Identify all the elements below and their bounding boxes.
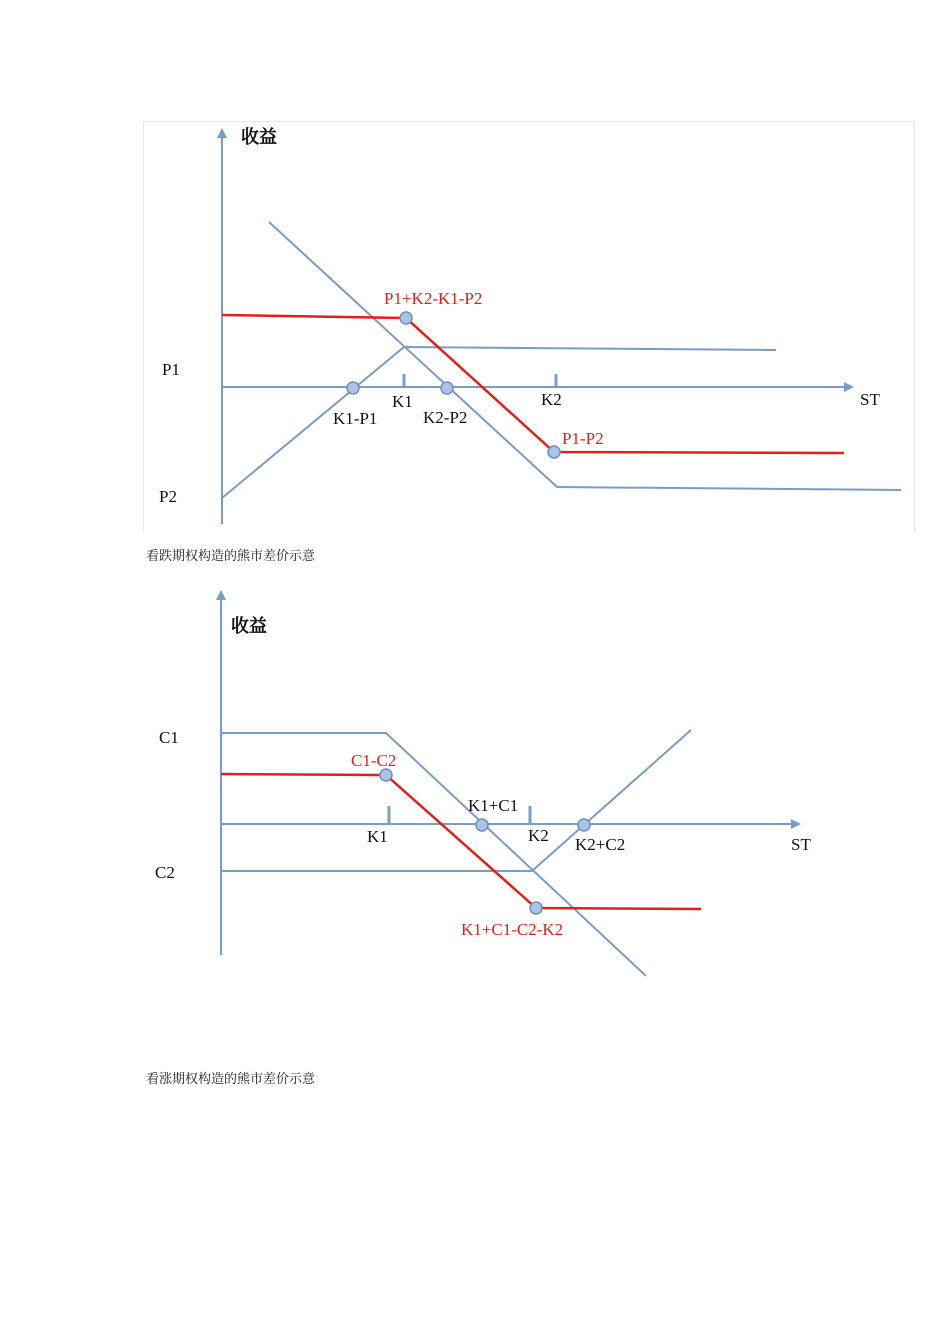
point-k2-minus-p2: [441, 382, 453, 394]
tick-label-k2: K2: [541, 390, 562, 409]
left-label-c1: C1: [159, 728, 179, 747]
left-label-c2: C2: [155, 863, 175, 882]
label-red-bottom: K1+C1-C2-K2: [461, 920, 564, 939]
tick-label-k1: K1: [392, 392, 413, 411]
y-axis-label: 收益: [231, 616, 267, 637]
bear-spread-payoff-line: [222, 315, 844, 453]
point-k2-plus-c2: [578, 819, 590, 831]
label-k2-plus-c2: K2+C2: [575, 835, 626, 854]
call-bear-spread-diagram: [143, 588, 913, 988]
label-red-bottom: P1-P2: [562, 429, 604, 448]
label-red-top: P1+K2-K1-P2: [384, 289, 483, 308]
x-axis-label: ST: [860, 390, 880, 409]
label-k1-minus-p1: K1-P1: [333, 409, 378, 428]
short-call-payoff-line: [221, 733, 646, 976]
put-bear-spread-svg: [144, 122, 914, 532]
point-red-bottom: [530, 902, 542, 914]
tick-label-k1: K1: [367, 827, 388, 846]
point-k1-minus-p1: [347, 382, 359, 394]
label-k2-minus-p2: K2-P2: [423, 408, 468, 427]
left-label-p2: P2: [159, 487, 177, 506]
bear-spread-payoff-line: [221, 774, 701, 909]
label-red-top: C1-C2: [351, 751, 397, 770]
figure1-caption: 看跌期权构造的熊市差价示意: [146, 549, 316, 564]
short-put-payoff-line: [222, 347, 776, 498]
label-k1-plus-c1: K1+C1: [468, 796, 519, 815]
call-bear-spread-svg: [143, 588, 913, 988]
tick-label-k2: K2: [528, 826, 549, 845]
long-put-payoff-line: [269, 222, 901, 490]
point-red-top: [400, 312, 412, 324]
figure2-caption: 看涨期权构造的熊市差价示意: [146, 1072, 316, 1087]
put-bear-spread-diagram: [143, 121, 915, 532]
y-axis-label: 收益: [241, 127, 277, 148]
point-red-top: [380, 769, 392, 781]
x-axis-label: ST: [791, 835, 811, 854]
left-label-p1: P1: [162, 360, 180, 379]
point-k1-plus-c1: [476, 819, 488, 831]
point-red-bottom: [548, 446, 560, 458]
